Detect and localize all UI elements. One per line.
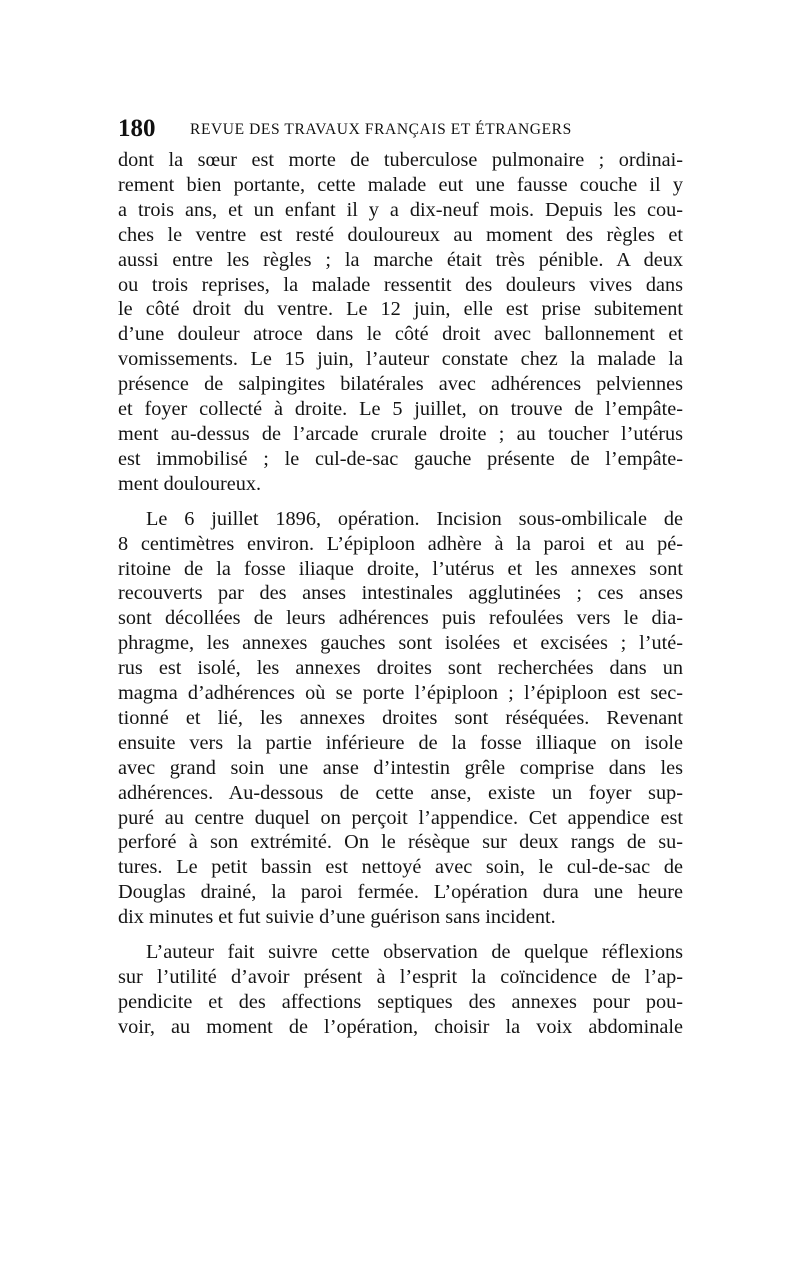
text-line: voir, au moment de l’opération, choisir la voix abdominale [118, 1015, 683, 1038]
paragraph-2 [118, 507, 683, 930]
text-line: recouverts par des anses intestinales agglutinées ; ces anses [118, 582, 683, 605]
text-line: tures. Le petit bassin est nettoyé avec soin, le cul-de-sac de [118, 856, 683, 879]
paragraph-1 [118, 148, 683, 497]
text-line: est immobilisé ; le cul-de-sac gauche présente de l’empâte- [118, 447, 683, 470]
text-line: L’auteur fait suivre cette observation de quelque réflexions [146, 941, 683, 964]
text-line: pendicite et des affections septiques des annexes pour pou- [118, 990, 683, 1013]
page-number: 180 [118, 115, 156, 142]
text-line: vomissements. Le 15 juin, l’auteur constate chez la malade la [118, 348, 683, 371]
text-line: tionné et lié, les annexes droites sont réséquées. Revenant [118, 706, 683, 729]
text-line: dix minutes et fut suivie d’une guérison sans incident. [118, 906, 556, 929]
text-line: ritoine de la fosse iliaque droite, l’utérus et les annexes sont [118, 557, 683, 580]
text-line: magma d’adhérences où se porte l’épiploon ; l’épiploon est sec- [118, 682, 683, 705]
text-line: avec grand soin une anse d’intestin grêle comprise dans les [118, 756, 683, 779]
text-line: 8 centimètres environ. L’épiploon adhère à la paroi et au pé- [118, 532, 683, 555]
text-line: ches le ventre est resté douloureux au moment des règles et [118, 223, 683, 246]
text-line: d’une douleur atroce dans le côté droit avec ballonnement et [118, 323, 683, 346]
text-line: Le 6 juillet 1896, opération. Incision sous-ombilicale de [146, 507, 683, 530]
running-title: REVUE DES TRAVAUX FRANÇAIS ET ÉTRANGERS [190, 121, 572, 138]
text-line: le côté droit du ventre. Le 12 juin, elle est prise subitement [118, 298, 683, 321]
text-line: ou trois reprises, la malade ressentit des douleurs vives dans [118, 273, 683, 296]
text-line: sur l’utilité d’avoir présent à l’esprit la coïncidence de l’ap- [118, 966, 683, 988]
text-line: rus est isolé, les annexes droites sont recherchées dans un [118, 657, 683, 680]
text-line: présence de salpingites bilatérales avec adhérences pelviennes [118, 373, 683, 396]
text-line: ensuite vers la partie inférieure de la fosse illiaque on isole [118, 731, 683, 754]
text-line: adhérences. Au-dessous de cette anse, existe un foyer sup- [118, 781, 683, 804]
text-line: sont décollées de leurs adhérences puis refoulées vers le dia- [118, 607, 683, 630]
text-line: rement bien portante, cette malade eut une fausse couche il y [118, 173, 683, 196]
text-line: Douglas drainé, la paroi fermée. L’opération dura une heure [118, 881, 683, 904]
paragraph-3 [118, 940, 683, 1040]
text-line: puré au centre duquel on perçoit l’appendice. Cet appendice est [118, 806, 683, 829]
text-line: phragme, les annexes gauches sont isolées et excisées ; l’uté- [118, 632, 683, 655]
running-head [118, 112, 683, 146]
text-line: aussi entre les règles ; la marche était très pénible. A deux [118, 248, 683, 271]
text-line: a trois ans, et un enfant il y a dix-neuf mois. Depuis les cou- [118, 198, 683, 221]
text-line: et foyer collecté à droite. Le 5 juillet, on trouve de l’empâte- [118, 398, 683, 421]
text-line: perforé à son extrémité. On le résèque sur deux rangs de su- [118, 831, 683, 854]
text-line: ment douloureux. [118, 472, 262, 495]
text-line: ment au-dessus de l’arcade crurale droite ; au toucher l’utérus [118, 422, 683, 445]
text-line: dont la sœur est morte de tuberculose pulmonaire ; ordinai- [118, 149, 683, 171]
body-text [118, 148, 683, 1040]
